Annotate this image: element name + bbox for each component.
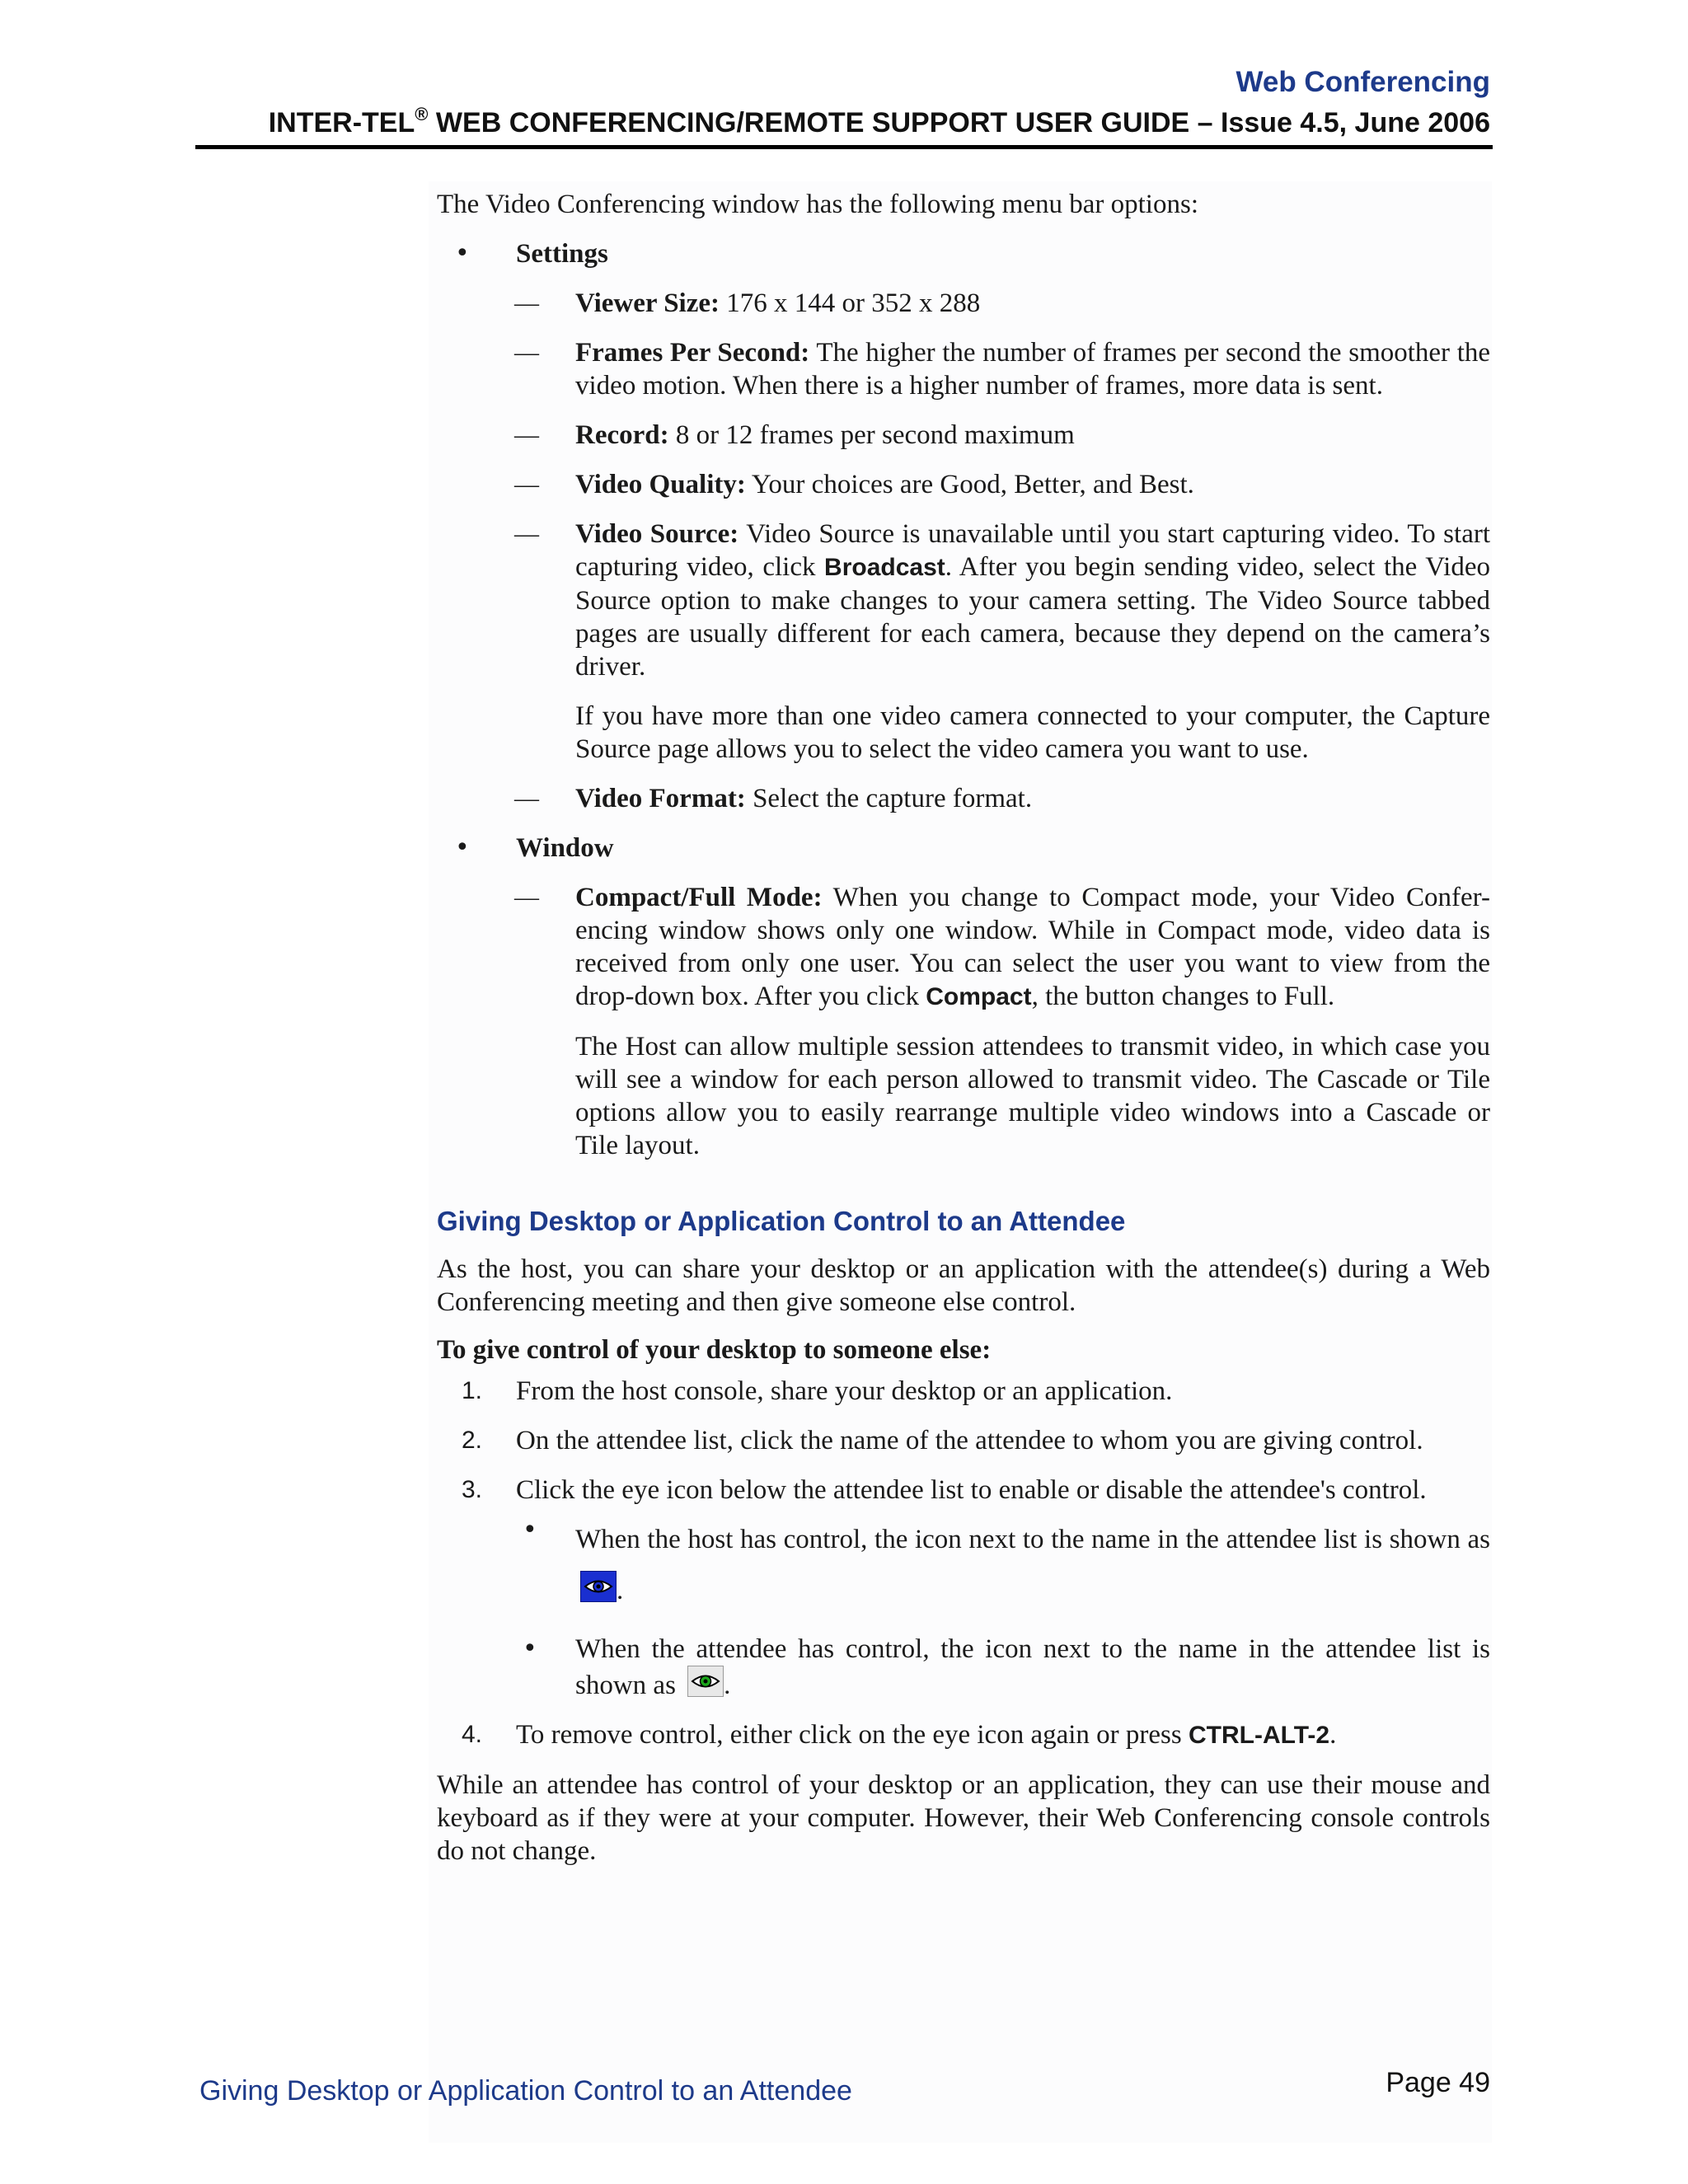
setting-text: Your choices are Good, Better, and Best.: [745, 470, 1194, 499]
setting-video-source-extra: If you have more than one video camera connected to your computer, the Capture Source page allows you to select the video camera you want to use.: [575, 701, 1490, 764]
header-guide-title: [269, 104, 1490, 139]
setting-video-quality: [437, 468, 1490, 501]
setting-text: Video Source is unavailable until you start capturing video. To start capturing video, click: [575, 519, 1491, 582]
shortcut-key: CTRL-ALT-2: [1188, 1722, 1330, 1749]
intro-paragraph: The Video Conferencing window has the following menu bar options:: [437, 190, 1198, 219]
step-text: To remove control, either click on the eye icon again or press: [516, 1720, 1189, 1750]
footer-section-name: Giving Desktop or Application Control to an Attendee: [199, 2075, 852, 2107]
setting-label: Viewer Size:: [575, 288, 720, 318]
menu-settings-label: Settings: [516, 239, 608, 269]
setting-text: 8 or 12 frames per second maximum: [668, 420, 1075, 450]
setting-text: , the button changes to Full.: [1031, 982, 1335, 1011]
dash-marker: —: [514, 339, 539, 366]
bullet-marker: •: [523, 1516, 537, 1544]
dash-marker: —: [514, 421, 539, 448]
step-4: [437, 1718, 1490, 1752]
menu-window-label: Window: [516, 833, 614, 863]
registered-mark: ®: [415, 104, 429, 124]
substep-host-control: [437, 1514, 1490, 1616]
setting-video-format: [437, 782, 1490, 815]
eye-icon-host-control: [580, 1571, 617, 1602]
page-header: [0, 0, 1688, 157]
setting-label: Compact/Full Mode:: [575, 883, 823, 912]
bullet-marker: •: [455, 833, 470, 862]
setting-label: Video Format:: [575, 784, 746, 813]
setting-label: Frames Per Second:: [575, 338, 810, 368]
step-number: 2.: [462, 1427, 483, 1454]
guide-title-suffix: WEB CONFERENCING/REMOTE SUPPORT USER GUIDE – Issue 4.5, June 2006: [428, 107, 1490, 138]
dash-marker: —: [514, 785, 539, 812]
step-number: 3.: [462, 1476, 483, 1503]
setting-record: [437, 419, 1490, 452]
step-text-end: .: [1329, 1720, 1337, 1750]
setting-text: . After you begin sending video, select the Video Source option to make changes to your camera setting. The Video Source tabbed pages are usually different for each camera, because they depend on the camera’s driver.: [575, 552, 1490, 682]
eye-icon-attendee-control: [687, 1666, 724, 1697]
step-text: On the attendee list, click the name of the attendee to whom you are giving control.: [516, 1426, 1423, 1455]
dash-marker: —: [514, 289, 539, 316]
substep-end: .: [724, 1671, 731, 1700]
setting-video-source: [437, 518, 1490, 766]
dash-marker: —: [514, 471, 539, 498]
step-text: From the host console, share your desktop or an application.: [516, 1376, 1173, 1406]
header-rule: [195, 145, 1493, 149]
dash-marker: —: [514, 520, 539, 547]
setting-label: Video Source:: [575, 519, 739, 549]
step-number: 4.: [462, 1721, 483, 1748]
setting-text: The higher the number of frames per second the smoother the video motion. When there is a higher number of frames, more data is sent.: [575, 338, 1491, 401]
step-number: 1.: [462, 1377, 483, 1404]
header-section-title: Web Conferencing: [1236, 66, 1490, 98]
menu-window: [437, 832, 1490, 865]
step-text: Click the eye icon below the attendee list to enable or disable the attendee's control.: [516, 1475, 1427, 1505]
page-body: [437, 188, 1490, 1868]
bullet-marker: •: [455, 239, 470, 268]
bullet-marker: •: [523, 1634, 537, 1663]
substep-end: .: [617, 1576, 624, 1605]
guide-title-prefix: INTER-TEL: [268, 107, 415, 138]
setting-label: Record:: [575, 420, 669, 450]
setting-text: When you change to Compact mode, your Video Confer-encing window shows only one window. While in Compact mode, video data is received from only one user. You can select the user you want to view from the drop-down box. After you click: [575, 883, 1490, 1011]
setting-text: 176 x 144 or 352 x 288: [720, 288, 981, 318]
step-3: [437, 1474, 1490, 1507]
setting-viewer-size: [437, 287, 1490, 320]
broadcast-button-ref: Broadcast: [824, 554, 945, 581]
dash-marker: —: [514, 883, 539, 911]
closing-paragraph: While an attendee has control of your desktop or an application, they can use their mouse and keyboard as if they were at your computer. However, their Web Conferencing console controls do not change.: [437, 1770, 1490, 1866]
section-heading: Giving Desktop or Application Control to an Attendee: [437, 1206, 1126, 1236]
step-1: [437, 1375, 1490, 1408]
setting-label: Video Quality:: [575, 470, 746, 499]
setting-fps: [437, 336, 1490, 402]
substep-text: When the host has control, the icon next to the name in the attendee list is shown as: [575, 1525, 1490, 1554]
section-intro: As the host, you can share your desktop or an application with the attendee(s) during a Web Conferencing meeting and then give someone else control.: [437, 1254, 1490, 1317]
substep-text: When the attendee has control, the icon next to the name in the attendee list is shown as: [575, 1634, 1490, 1700]
menu-settings: [437, 237, 1490, 270]
setting-text: Select the capture format.: [745, 784, 1033, 813]
window-compact-full: [437, 881, 1490, 1162]
footer-page-number: Page 49: [1386, 2067, 1490, 2098]
compact-button-ref: Compact: [926, 983, 1032, 1010]
step-2: [437, 1424, 1490, 1457]
procedure-title: To give control of your desktop to someone else:: [437, 1335, 992, 1365]
substep-attendee-control: [437, 1633, 1490, 1702]
window-compact-full-extra: The Host can allow multiple session attendees to transmit video, in which case you will see a window for each person allowed to transmit video. The Cascade or Tile options allow you to easily rearrange multiple video windows into a Cascade or Tile layout.: [575, 1032, 1490, 1160]
